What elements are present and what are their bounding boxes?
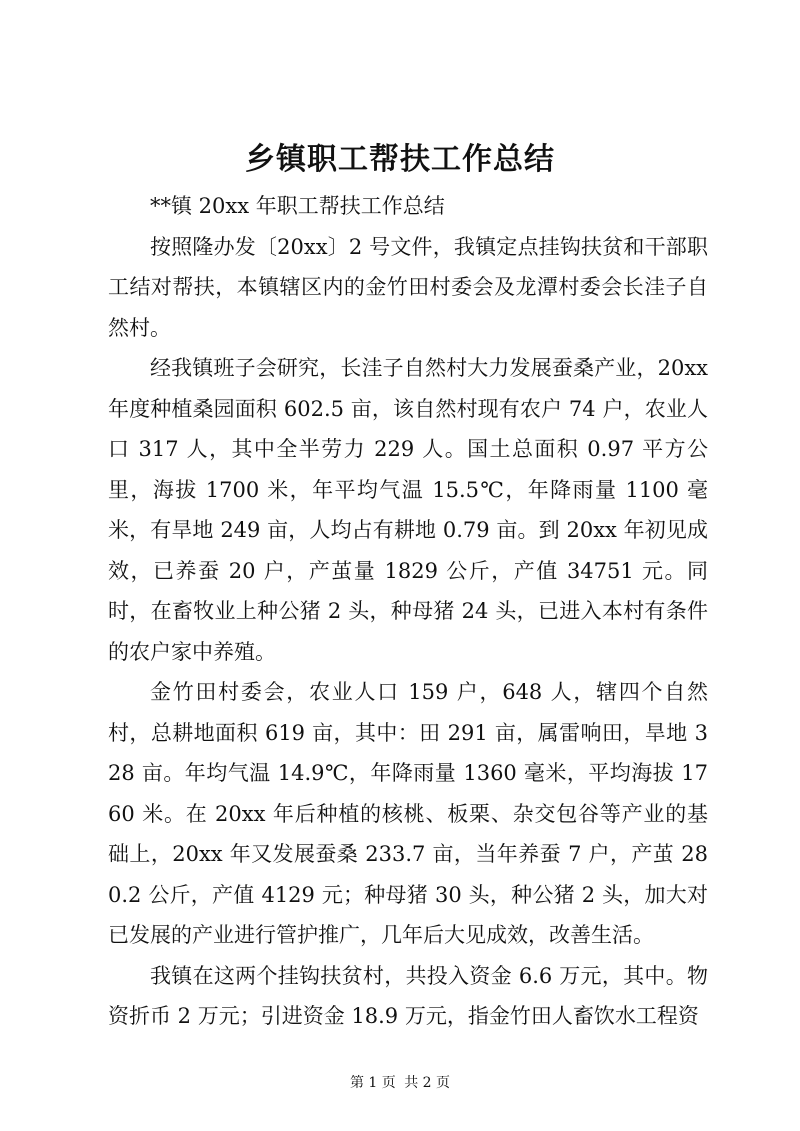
- body-paragraph: 金竹田村委会，农业人口 159 户，648 人，辖四个自然村，总耕地面积 619 亩，其中：田 291 亩，属雷响田，旱地 328 亩。年均气温 14.9℃，年降雨量 1360 毫米，平均海拔 1760 米。在 20xx 年后种植的核桃、板栗、杂交包谷等产业的基础上，20xx 年又发展蚕桑 233.7 亩，当年养蚕 7 户，产茧 280.2 公斤，产值 4129 元；种母猪 30 头，种公猪 2 头，加大对已发展的产业进行管护推广，几年后大见成效，改善生活。: [108, 680, 708, 947]
- document-body: [108, 186, 708, 1037]
- page-number: 第 1 页: [349, 1075, 396, 1091]
- body-paragraph: 按照隆办发〔20xx〕2 号文件，我镇定点挂钩扶贫和干部职工结对帮扶，本镇辖区内的金竹田村委会及龙潭村委会长洼子自然村。: [108, 234, 708, 340]
- document-title: 乡镇职工帮扶工作总结: [245, 142, 555, 177]
- page-total: 共 2 页: [404, 1075, 451, 1091]
- subtitle-paragraph: **镇 20xx 年职工帮扶工作总结: [150, 194, 445, 218]
- body-paragraph: 我镇在这两个挂钩扶贫村，共投入资金 6.6 万元，其中。物资折币 2 万元；引进资金 18.9 万元，指金竹田人畜饮水工程资: [108, 963, 708, 1028]
- page-footer: [0, 1073, 800, 1093]
- body-paragraph: 经我镇班子会研究，长洼子自然村大力发展蚕桑产业，20xx 年度种植桑园面积 602.5 亩，该自然村现有农户 74 户，农业人口 317 人，其中全半劳力 229 人。国土总面积 0.97 平方公里，海拔 1700 米，年平均气温 15.5℃，年降雨量 1100 毫米，有旱地 249 亩，人均占有耕地 0.79 亩。到 20xx 年初见成效，已养蚕 20 户，产茧量 1829 公斤，产值 34751 元。同时，在畜牧业上种公猪 2 头，种母猪 24 头，已进入本村有条件的农户家中养殖。: [108, 356, 708, 664]
